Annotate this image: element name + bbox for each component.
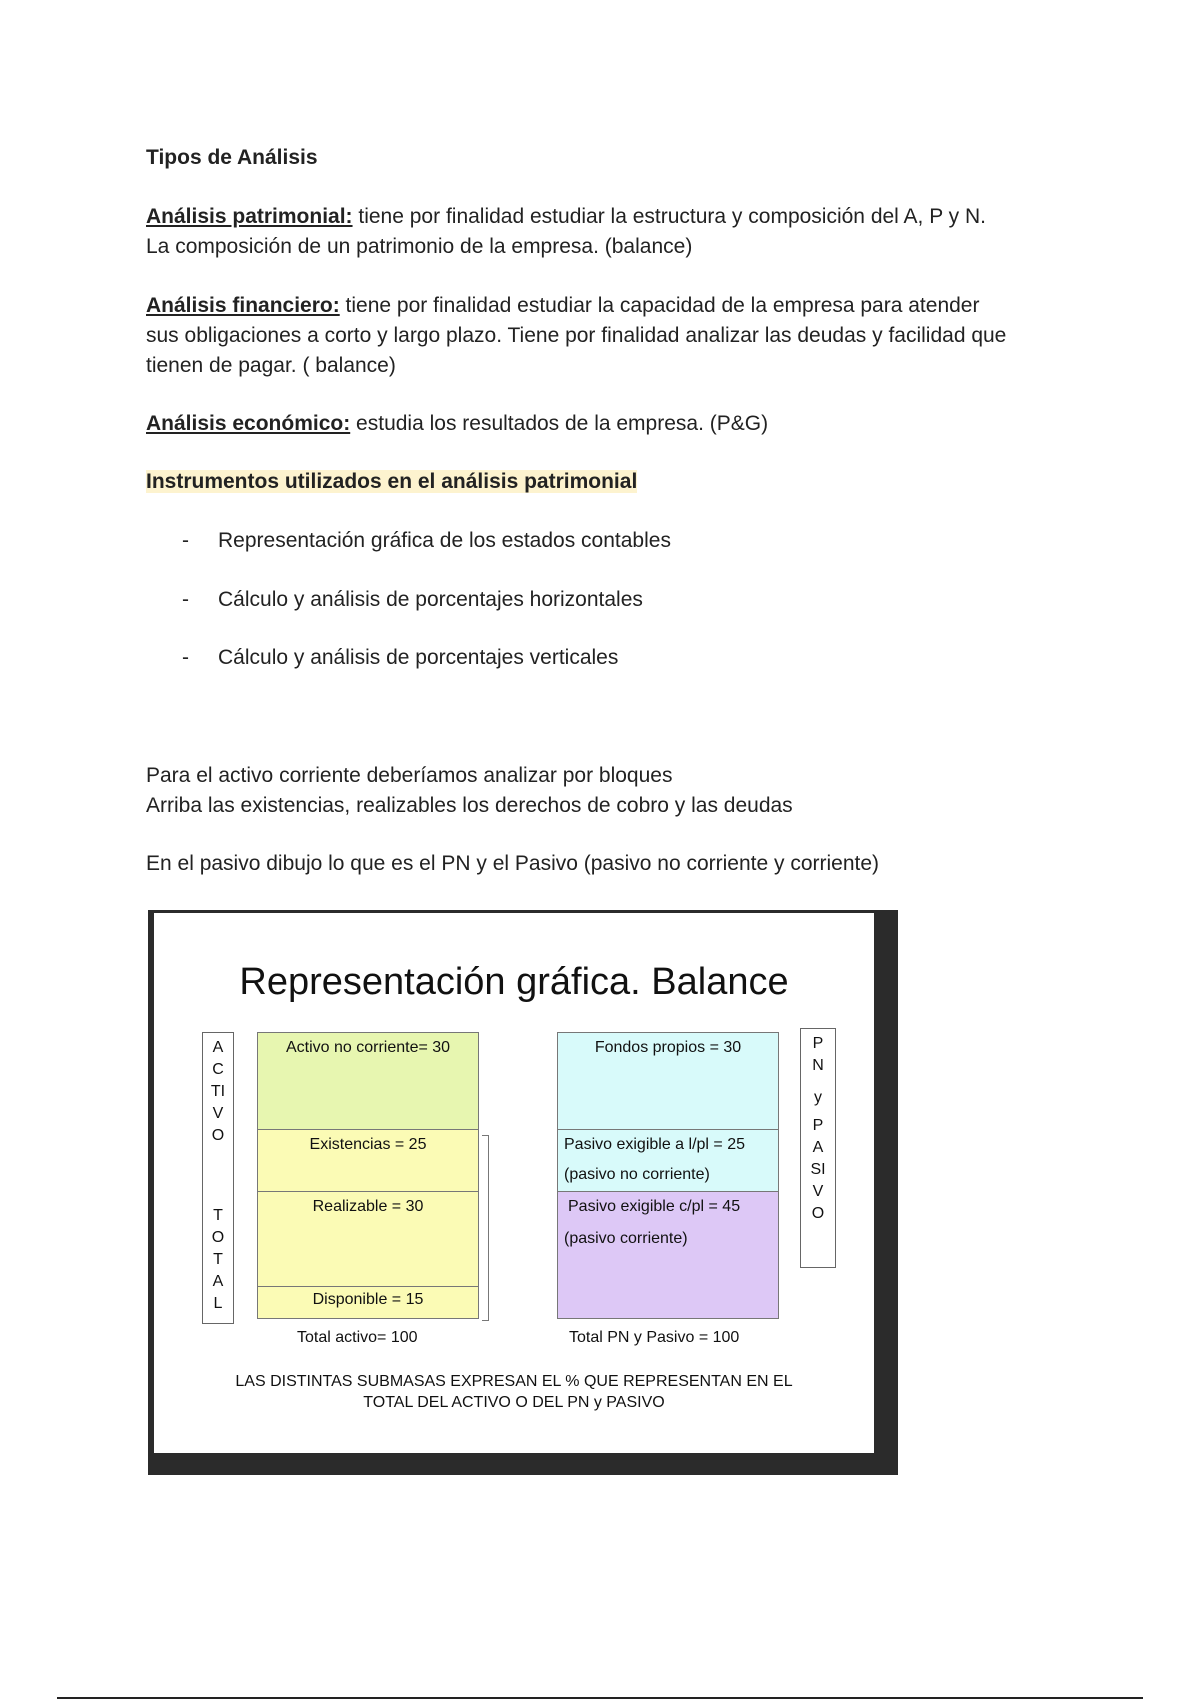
realizable-label: Realizable = 30: [312, 1198, 424, 1215]
label-letter: T: [213, 1207, 223, 1224]
balance-slide: [154, 913, 874, 1453]
label-letter: A: [212, 1039, 224, 1056]
activo-corriente-bracket: [482, 1135, 489, 1321]
bullet-text: Cálculo y análisis de porcentajes verticales: [218, 646, 619, 669]
slide-footnote: [194, 1371, 834, 1413]
pn-pasivo-label-box: [800, 1028, 836, 1268]
label-letter: O: [211, 1127, 225, 1144]
pasivo-exigible-cp-label: Pasivo exigible c/pl = 45: [568, 1198, 741, 1215]
existencias-block: [257, 1129, 479, 1192]
slide-footnote-line-2: TOTAL DEL ACTIVO O DEL PN y PASIVO: [363, 1394, 665, 1411]
bullet-text: Cálculo y análisis de porcentajes horizontales: [218, 588, 643, 611]
activo-no-corriente-label: Activo no corriente= 30: [285, 1039, 451, 1056]
text-economico-1: estudia los resultados de la empresa. (P&G): [350, 412, 769, 435]
text-patrimonial-2: La composición de un patrimonio de la empresa. (balance): [146, 235, 693, 258]
disponible-block: [257, 1286, 479, 1319]
notes-block-1: [146, 761, 1086, 821]
activo-vertical-label: [203, 1037, 233, 1147]
existencias-label: Existencias = 25: [309, 1136, 427, 1153]
pasivo-corriente-block: [557, 1191, 779, 1319]
text-financiero-1: tiene por finalidad estudiar la capacidad de la empresa para atender: [339, 294, 980, 317]
text-patrimonial-1: tiene por finalidad estudiar la estructura y composición del A, P y N.: [352, 205, 986, 228]
text-financiero-2: sus obligaciones a corto y largo plazo. Tiene por finalidad analizar las deudas y facilidad que: [146, 324, 1007, 347]
paragraph-patrimonial: [146, 202, 1086, 262]
label-letter: V: [212, 1105, 224, 1122]
label-letter: SI: [810, 1161, 826, 1178]
total-vertical-label: [203, 1205, 233, 1315]
bullet-dash: -: [182, 646, 189, 669]
instruments-heading-wrap: [146, 467, 1086, 497]
pasivo-no-corriente-block: [557, 1129, 779, 1192]
notes-block-2: [146, 849, 1086, 879]
note-line-3: En el pasivo dibujo lo que es el PN y el Pasivo (pasivo no corriente y corriente): [146, 852, 880, 875]
pasivo-corriente-sublabel: (pasivo corriente): [564, 1230, 688, 1247]
label-letter: A: [212, 1273, 224, 1290]
label-letter: A: [812, 1139, 824, 1156]
label-letter: T: [213, 1251, 223, 1268]
bullet-text: Representación gráfica de los estados contables: [218, 529, 671, 552]
slide-footnote-line-1: LAS DISTINTAS SUBMASAS EXPRESAN EL % QUE REPRESENTAN EN EL: [235, 1373, 793, 1390]
activo-no-corriente-block: [257, 1032, 479, 1130]
bullet-dash: -: [182, 529, 189, 552]
instruments-heading: Instrumentos utilizados en el análisis patrimonial: [146, 470, 638, 493]
label-letter: L: [213, 1295, 223, 1312]
activo-total-label-box: [202, 1032, 234, 1324]
note-line-1: Para el activo corriente deberíamos analizar por bloques: [146, 764, 673, 787]
label-letter: y: [814, 1089, 822, 1106]
section-title: Tipos de Análisis: [146, 146, 318, 169]
pasivo-exigible-lp-label: Pasivo exigible a l/pl = 25: [564, 1136, 745, 1153]
slide-title: Representación gráfica. Balance: [239, 961, 789, 1003]
label-letter: N: [812, 1057, 824, 1074]
label-economico: Análisis económico:: [146, 412, 351, 435]
footer-divider: [57, 1697, 1143, 1699]
label-letter: C: [212, 1061, 224, 1078]
label-patrimonial: Análisis patrimonial:: [146, 205, 353, 228]
label-letter: O: [811, 1205, 825, 1222]
label-letter: V: [812, 1183, 824, 1200]
label-letter: P: [812, 1035, 824, 1052]
label-financiero: Análisis financiero:: [146, 294, 340, 317]
pasivo-no-corriente-sublabel: (pasivo no corriente): [564, 1166, 710, 1183]
label-letter: O: [211, 1229, 225, 1246]
pn-pasivo-vertical-label: [801, 1033, 835, 1225]
realizable-block: [257, 1191, 479, 1287]
label-letter: TI: [210, 1083, 226, 1100]
total-activo-caption: Total activo= 100: [297, 1329, 418, 1346]
paragraph-economico: [146, 409, 1086, 439]
label-letter: P: [812, 1117, 824, 1134]
fondos-propios-block: [557, 1032, 779, 1130]
paragraph-financiero: [146, 291, 1086, 381]
note-line-2: Arriba las existencias, realizables los derechos de cobro y las deudas: [146, 794, 793, 817]
text-financiero-3: tienen de pagar. ( balance): [146, 354, 396, 377]
fondos-propios-label: Fondos propios = 30: [594, 1039, 742, 1056]
balance-slide-image: [148, 910, 898, 1475]
disponible-label: Disponible = 15: [312, 1291, 424, 1308]
total-pn-pasivo-caption: Total PN y Pasivo = 100: [569, 1329, 740, 1346]
bullet-dash: -: [182, 588, 189, 611]
